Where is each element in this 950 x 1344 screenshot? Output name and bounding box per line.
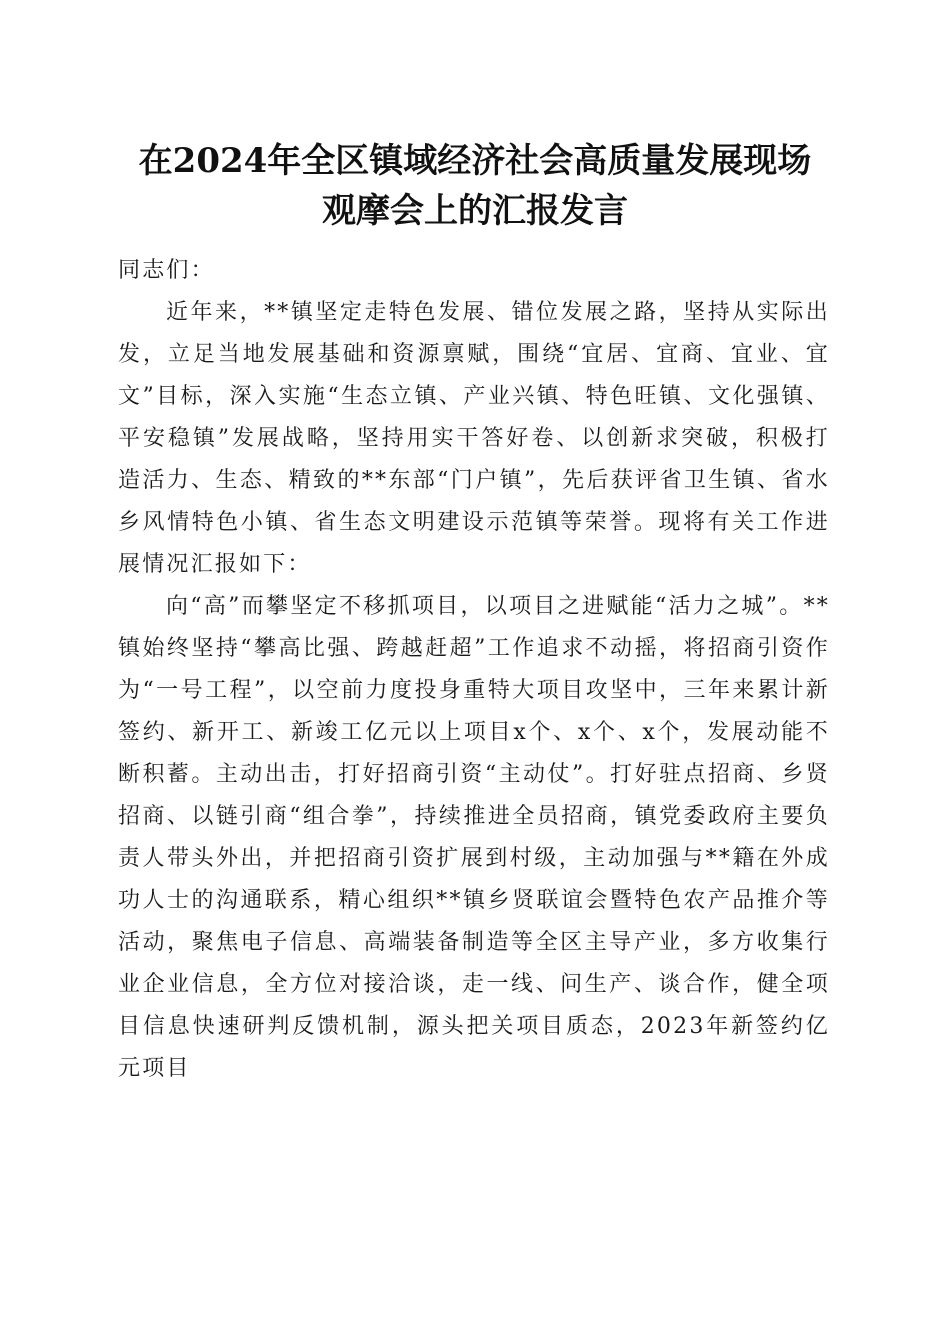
salutation: 同志们： bbox=[118, 258, 215, 283]
document-body bbox=[118, 250, 830, 1090]
paragraph-intro: 近年来，**镇坚定走特色发展、错位发展之路，坚持从实际出发，立足当地发展基础和资源禀赋，围绕“宜居、宜商、宜业、宜文”目标，深入实施“生态立镇、产业兴镇、特色旺镇、文化强镇、平安稳镇”发展战略，坚持用实干答好卷、以创新求突破，积极打造活力、生态、精致的**东部“门户镇”，先后获评省卫生镇、省水乡风情特色小镇、省生态文明建设示范镇等荣誉。现将有关工作进展情况汇报如下： bbox=[118, 300, 830, 577]
paragraph-projects: 向“高”而攀坚定不移抓项目，以项目之进赋能“活力之城”。**镇始终坚持“攀高比强、跨越赶超”工作追求不动摇，将招商引资作为“一号工程”，以空前力度投身重特大项目攻坚中，三年来累计新签约、新开工、新竣工亿元以上项目x个、x个、x个，发展动能不断积蓄。主动出击，打好招商引资“主动仗”。打好驻点招商、乡贤招商、以链引商“组合拳”，持续推进全员招商，镇党委政府主要负责人带头外出，并把招商引资扩展到村级，主动加强与**籍在外成功人士的沟通联系，精心组织**镇乡贤联谊会暨特色农产品推介等活动，聚焦电子信息、高端装备制造等全区主导产业，多方收集行业企业信息，全方位对接洽谈，走一线、问生产、谈合作，健全项目信息快速研判反馈机制，源头把关项目质态，2023年新签约亿元项目 bbox=[118, 594, 830, 1081]
document-title bbox=[100, 136, 850, 236]
title-line-2: 观摩会上的汇报发言 bbox=[322, 191, 628, 231]
title-line-1: 在2024年全区镇域经济社会高质量发展现场 bbox=[138, 141, 812, 181]
